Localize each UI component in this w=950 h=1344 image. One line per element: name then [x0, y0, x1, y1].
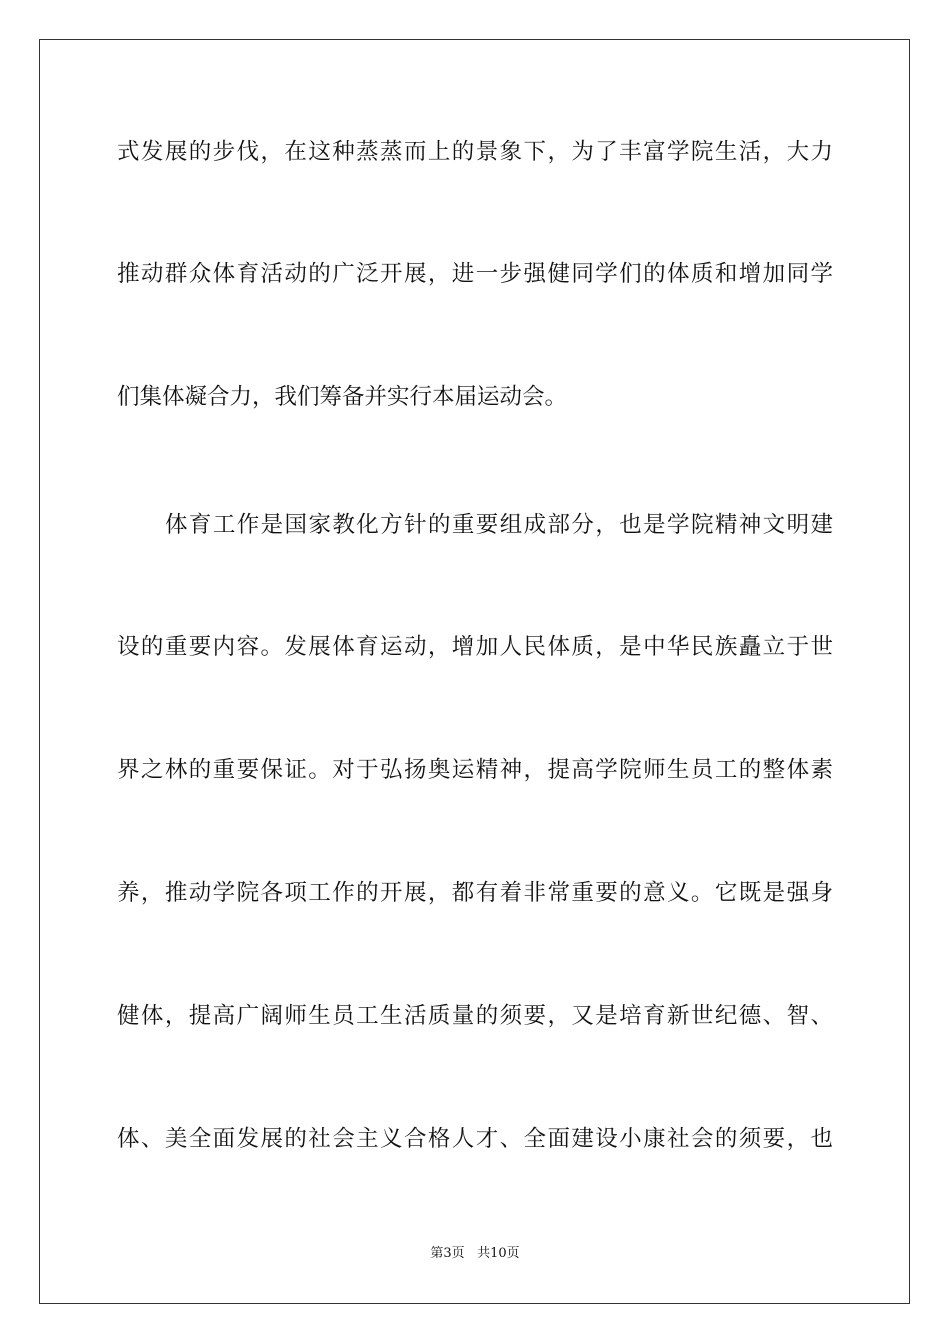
- footer-gap: [465, 1246, 477, 1261]
- body-text-line: 健体，提高广阔师生员工生活质量的须要，又是培育新世纪德、智、: [117, 1003, 833, 1029]
- body-text-line: 体育工作是国家教化方针的重要组成部分，也是学院精神文明建: [165, 512, 833, 538]
- body-text-line: 式发展的步伐，在这种蒸蒸而上的景象下，为了丰富学院生活，大力: [117, 139, 833, 165]
- body-text-line: 界之林的重要保证。对于弘扬奥运精神，提高学院师生员工的整体素: [117, 757, 833, 783]
- body-text-line: 养，推动学院各项工作的开展，都有着非常重要的意义。它既是强身: [117, 880, 833, 906]
- body-text-line: 体、美全面发展的社会主义合格人才、全面建设小康社会的须要，也: [117, 1126, 833, 1152]
- page-border: [39, 39, 910, 1304]
- page-number: 第3页: [430, 1246, 465, 1261]
- body-text-line: 们集体凝合力，我们筹备并实行本届运动会。: [117, 384, 568, 410]
- body-text-line: 设的重要内容。发展体育运动，增加人民体质，是中华民族矗立于世: [117, 634, 833, 660]
- body-text-line: 推动群众体育活动的广泛开展，进一步强健同学们的体质和增加同学: [117, 261, 833, 287]
- page-footer: [0, 1246, 950, 1262]
- page-total: 共10页: [477, 1246, 520, 1261]
